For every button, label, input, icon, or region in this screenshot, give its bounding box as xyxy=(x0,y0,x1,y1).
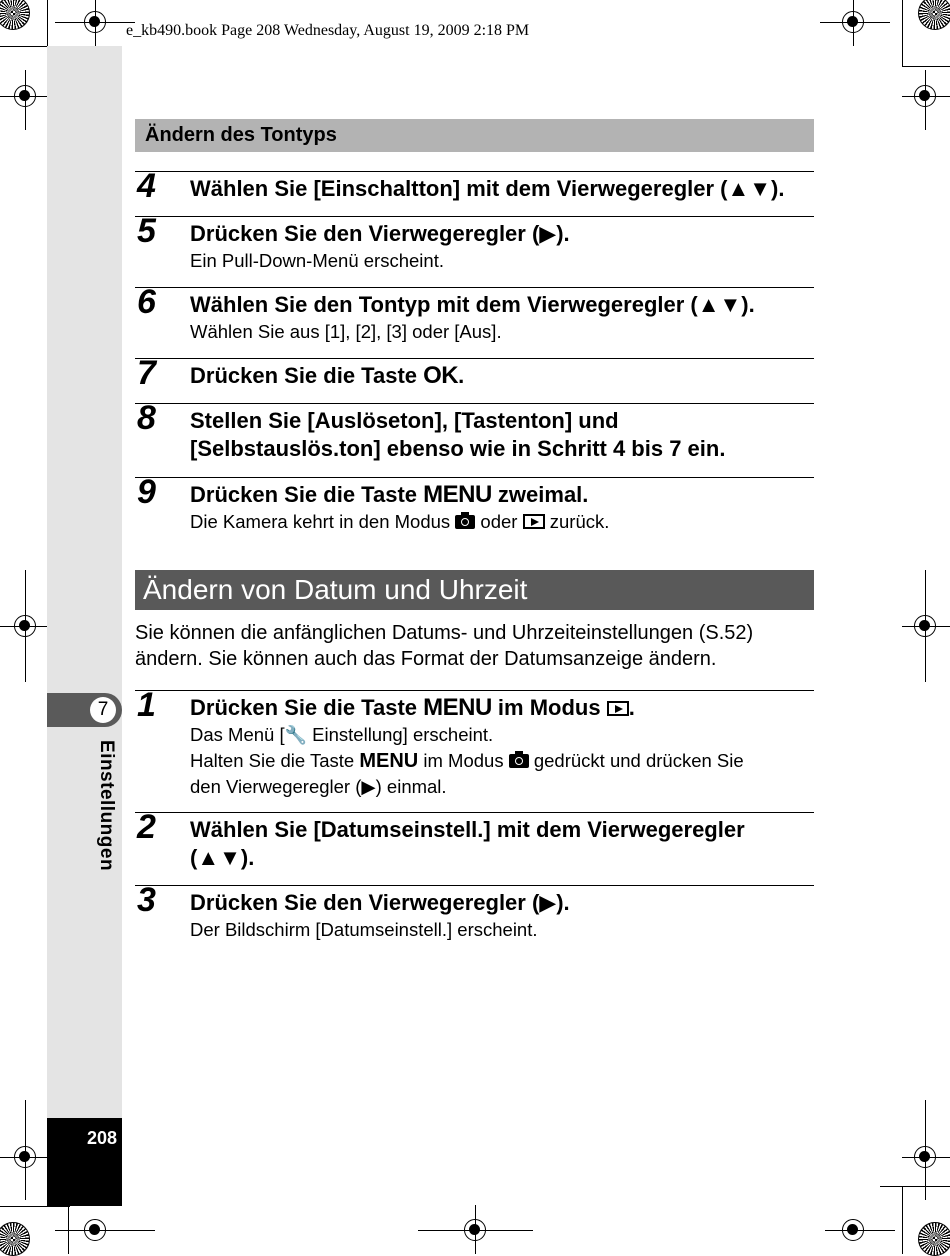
step-description: den Vierwegeregler (▶) einmal. xyxy=(190,776,447,797)
step-description xyxy=(190,509,814,535)
title-text: Drücken Sie die Taste xyxy=(190,695,424,720)
ok-key-label: OK xyxy=(423,362,459,389)
step-5 xyxy=(135,212,814,274)
section-intro: Sie können die anfänglichen Datums- und Uhrzeiteinstellungen (S.52) ändern. Sie können auch das Format der Datumsanzeige ändern. xyxy=(135,622,754,670)
page-number: 208 xyxy=(86,1128,117,1148)
step-title xyxy=(190,359,814,390)
step-6 xyxy=(135,283,814,345)
playback-icon xyxy=(523,514,545,529)
chapter-label: Einstellungen xyxy=(96,740,117,872)
chapter-number: 7 xyxy=(90,697,116,723)
side-bar xyxy=(47,46,122,1206)
menu-key-label: MENU xyxy=(359,750,419,772)
step-number: 4 xyxy=(137,167,156,205)
step-number: 6 xyxy=(137,283,156,321)
step-2 xyxy=(135,808,814,872)
step-number: 5 xyxy=(137,212,156,250)
step-number: 1 xyxy=(137,686,156,724)
desc-text: im Modus xyxy=(418,750,509,771)
step-title: Drücken Sie den Vierwegeregler (▶). xyxy=(190,221,570,246)
step-description xyxy=(190,722,814,748)
step-title: Wählen Sie den Tontyp mit dem Vierwegeregler (▲▼). xyxy=(190,292,755,317)
step-9 xyxy=(135,473,814,535)
step-description xyxy=(190,748,814,774)
desc-text: Halten Sie die Taste xyxy=(190,750,360,771)
menu-key-label: MENU xyxy=(423,481,492,508)
sunburst-mark-bottom-left xyxy=(0,1222,30,1256)
menu-key-label: MENU xyxy=(423,694,492,721)
desc-text: Die Kamera kehrt in den Modus xyxy=(190,511,456,532)
desc-text: zurück. xyxy=(544,511,610,532)
step-1 xyxy=(135,686,814,800)
step-title xyxy=(190,478,814,509)
step-4 xyxy=(135,167,814,205)
step-7 xyxy=(135,354,814,392)
step-8 xyxy=(135,399,814,463)
subsection-title: Ändern des Tontyps xyxy=(145,124,337,146)
sunburst-mark-bottom-right xyxy=(918,1222,950,1256)
playback-icon xyxy=(607,701,629,716)
desc-text: Das Menü [ xyxy=(190,724,285,745)
step-title-line: Stellen Sie [Auslöseton], [Tastenton] und xyxy=(190,408,619,433)
step-3 xyxy=(135,881,814,943)
step-number: 2 xyxy=(137,808,156,846)
step-description: Ein Pull-Down-Menü erscheint. xyxy=(190,250,444,271)
camera-icon xyxy=(509,754,529,768)
sunburst-mark-top-left xyxy=(0,0,30,30)
step-title-line: (▲▼). xyxy=(190,845,255,870)
step-number: 9 xyxy=(137,473,156,511)
desc-text: gedrückt und drücken Sie xyxy=(528,750,744,771)
step-title: Wählen Sie [Einschaltton] mit dem Vierwegeregler (▲▼). xyxy=(190,176,785,201)
sunburst-mark-top-right xyxy=(918,0,950,30)
step-description: Der Bildschirm [Datumseinstell.] erscheint. xyxy=(190,919,538,940)
title-text: . xyxy=(628,695,635,720)
title-text: . xyxy=(458,363,465,388)
desc-text: Einstellung] erscheint. xyxy=(307,724,494,745)
camera-icon xyxy=(455,515,475,529)
title-text: Drücken Sie die Taste xyxy=(190,482,424,507)
title-text: Drücken Sie die Taste xyxy=(190,363,424,388)
step-title: Drücken Sie den Vierwegeregler (▶). xyxy=(190,890,570,915)
section-title: Ändern von Datum und Uhrzeit xyxy=(143,574,528,605)
desc-text: oder xyxy=(475,511,523,532)
step-number: 3 xyxy=(137,881,156,919)
file-info-header: e_kb490.book Page 208 Wednesday, August 19, 2009 2:18 PM xyxy=(126,22,530,39)
step-number: 8 xyxy=(137,399,156,437)
title-text: im Modus xyxy=(491,695,607,720)
wrench-icon: 🔧 xyxy=(284,725,308,745)
step-title xyxy=(190,691,814,722)
step-title-line: [Selbstauslös.ton] ebenso wie in Schritt 4 bis 7 ein. xyxy=(190,436,726,461)
step-title-line: Wählen Sie [Datumseinstell.] mit dem Vierwegeregler xyxy=(190,817,745,842)
step-number: 7 xyxy=(137,354,156,392)
step-description: Wählen Sie aus [1], [2], [3] oder [Aus]. xyxy=(190,321,502,342)
title-text: zweimal. xyxy=(491,482,589,507)
